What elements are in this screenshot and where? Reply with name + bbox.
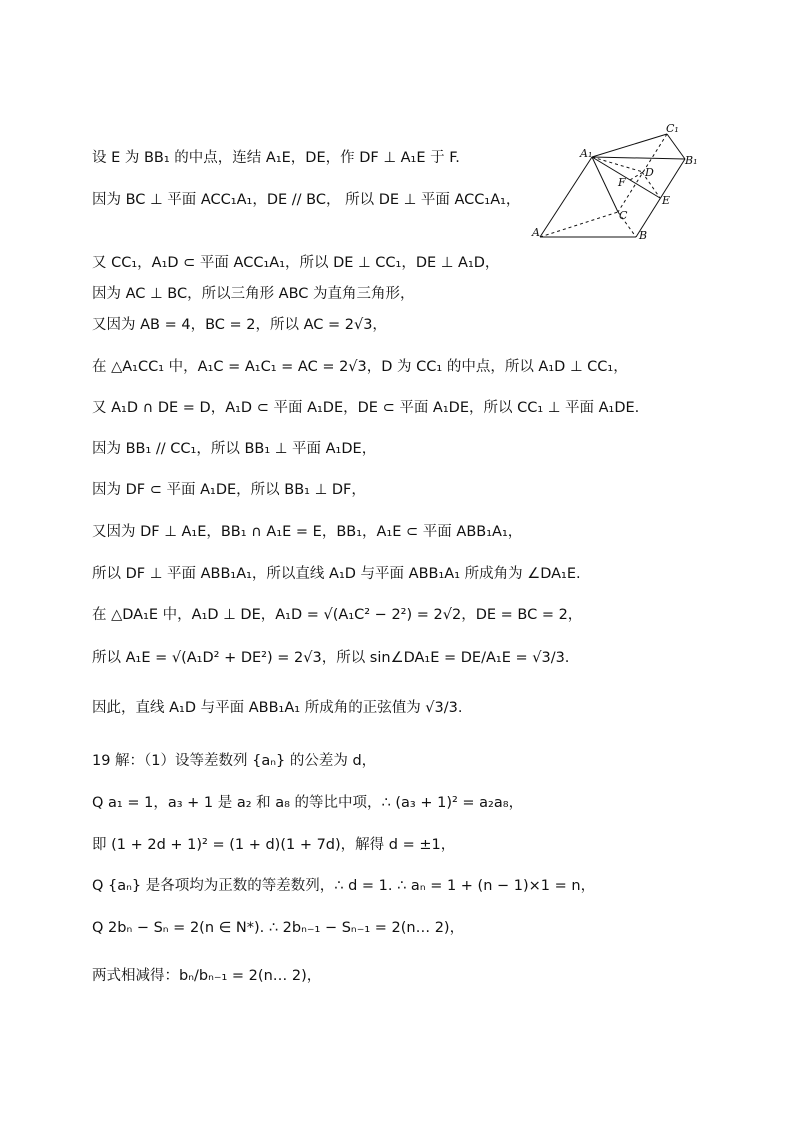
prism-diagram [530,124,710,244]
solution-line: 设 E 为 BB₁ 的中点，连结 A₁E，DE，作 DF ⊥ A₁E 于 F. [92,150,460,166]
solution-line: Q {aₙ} 是各项均为正数的等差数列，∴ d = 1. ∴ aₙ = 1 + (n − 1)×1 = n， [92,878,596,894]
solution-line: 因为 BB₁ // CC₁，所以 BB₁ ⊥ 平面 A₁DE， [92,441,377,457]
label-B1: B₁ [685,154,698,167]
label-A1: A₁ [580,147,593,160]
solution-line: 又因为 DF ⊥ A₁E，BB₁ ∩ A₁E = E，BB₁，A₁E ⊂ 平面 ABB₁A₁， [92,524,523,540]
solution-line: 即 (1 + 2d + 1)² = (1 + d)(1 + 7d)，解得 d = ±1， [92,837,456,853]
solution-line: Q a₁ = 1，a₃ + 1 是 a₂ 和 a₈ 的等比中项，∴ (a₃ + 1)² = a₂a₈， [92,795,524,811]
solution-line: 因为 BC ⊥ 平面 ACC₁A₁，DE // BC， 所以 DE ⊥ 平面 ACC₁A₁， [92,192,521,208]
label-D: D [645,166,654,179]
solution-line: 在 △DA₁E 中，A₁D ⊥ DE，A₁D = √(A₁C² − 2²) = 2√2，DE = BC = 2， [92,607,583,623]
label-B: B [639,229,648,242]
label-A: A [532,226,540,239]
solution-line: 所以 DF ⊥ 平面 ABB₁A₁，所以直线 A₁D 与平面 ABB₁A₁ 所成角为 ∠DA₁E. [92,566,581,582]
solution-line: 又 CC₁，A₁D ⊂ 平面 ACC₁A₁，所以 DE ⊥ CC₁，DE ⊥ A₁D， [92,255,500,271]
solution-line: 又因为 AB = 4，BC = 2，所以 AC = 2√3， [92,317,387,333]
solution-line: 因为 AC ⊥ BC，所以三角形 ABC 为直角三角形， [92,286,415,302]
label-F: F [618,176,626,189]
solution-line: 在 △A₁CC₁ 中，A₁C = A₁C₁ = AC = 2√3，D 为 CC₁ 的中点，所以 A₁D ⊥ CC₁， [92,359,628,375]
solution-line: 所以 A₁E = √(A₁D² + DE²) = 2√3，所以 sin∠DA₁E = DE/A₁E = √3/3. [92,650,570,666]
solution-line: 因此，直线 A₁D 与平面 ABB₁A₁ 所成角的正弦值为 √3/3. [92,700,463,716]
solution-line: 19 解：（1）设等差数列 {aₙ} 的公差为 d， [92,753,377,769]
label-E: E [662,194,671,207]
solution-line: 因为 DF ⊂ 平面 A₁DE，所以 BB₁ ⊥ DF， [92,482,366,498]
solution-line: 又 A₁D ∩ DE = D，A₁D ⊂ 平面 A₁DE，DE ⊂ 平面 A₁DE，所以 CC₁ ⊥ 平面 A₁DE. [92,400,640,416]
label-C1: C₁ [666,124,679,135]
solution-line: Q 2bₙ − Sₙ = 2(n ∈ N*). ∴ 2bₙ₋₁ − Sₙ₋₁ = 2(n… 2)， [92,920,465,936]
label-C: C [619,209,628,222]
prism-figure [530,124,710,244]
solution-line: 两式相减得：bₙ/bₙ₋₁ = 2(n… 2)， [92,968,322,984]
